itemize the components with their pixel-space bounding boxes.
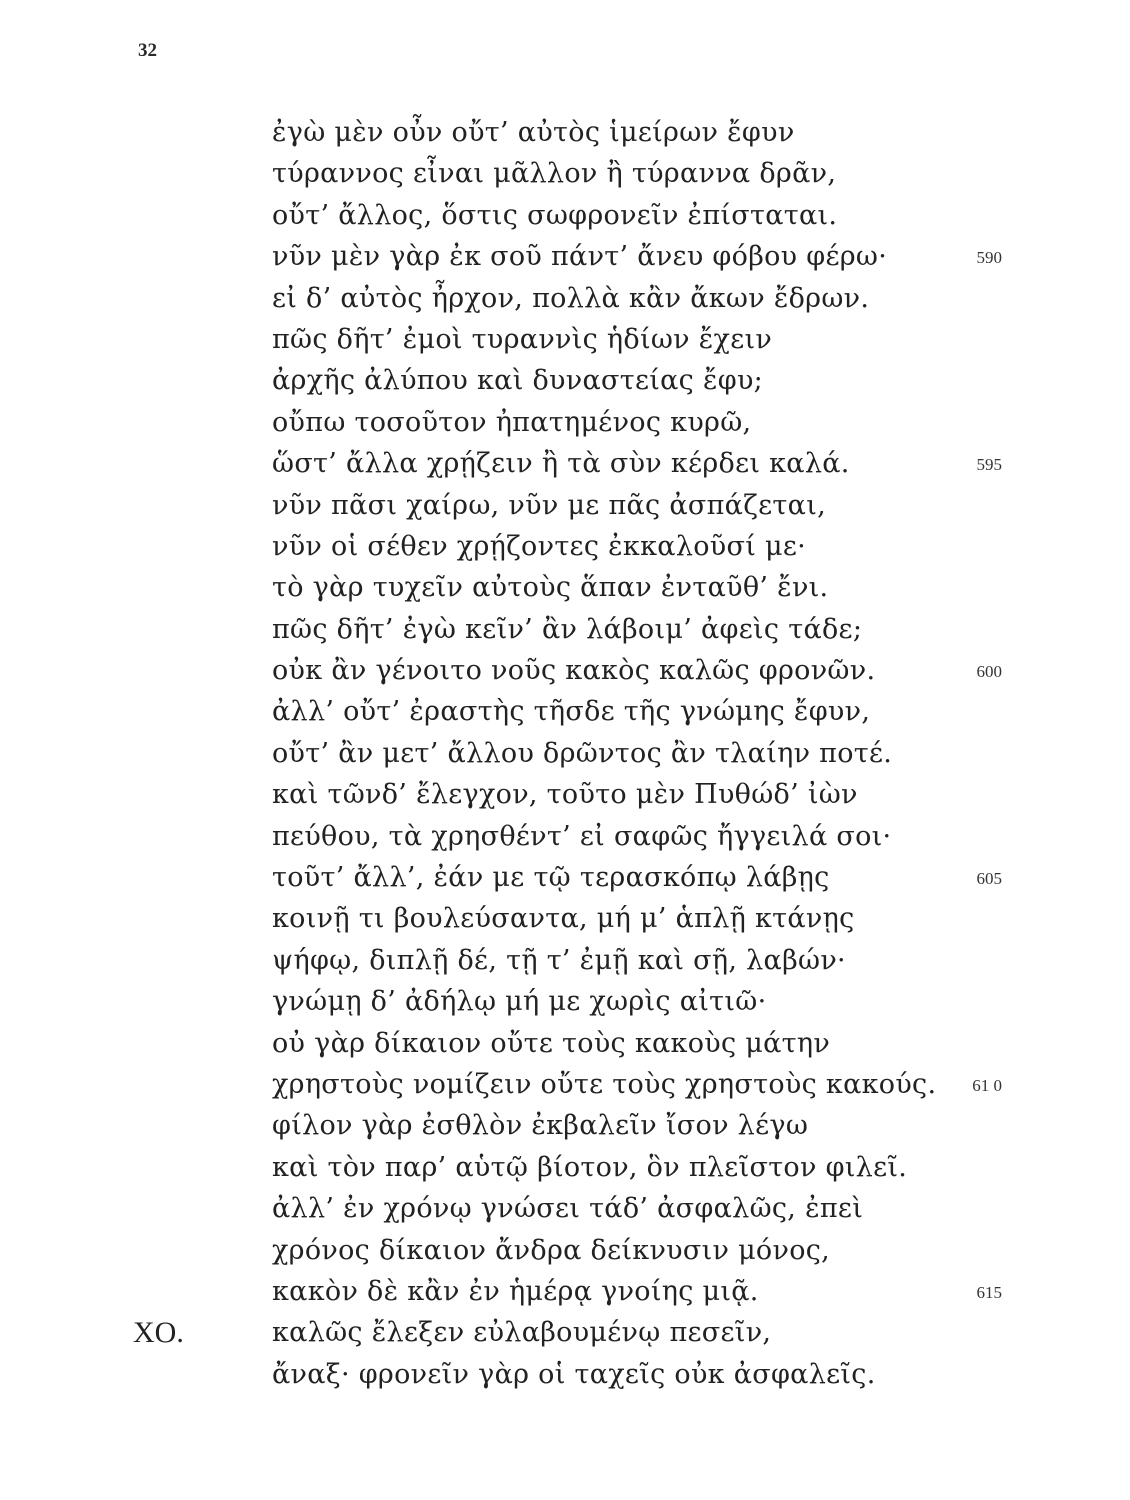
verse-text: καλῶς ἔλεξεν εὐλαβουμένῳ πεσεῖν, (272, 1317, 772, 1349)
verse-line (0, 236, 1130, 277)
verse-text: νῦν μὲν γὰρ ἐκ σοῦ πάντ’ ἄνευ φόβου φέρω· (272, 241, 888, 273)
verse-text: χρηστοὺς νομίζειν οὔτε τοὺς χρηστοὺς κακούς. (272, 1068, 937, 1100)
verse-line (0, 898, 1130, 939)
verse-text: πῶς δῆτ’ ἐμοὶ τυραννὶς ἡδίων ἔχειν (272, 323, 773, 355)
verse-text: ἀλλ’ οὔτ’ ἐραστὴς τῆσδε τῆς γνώμης ἔφυν, (272, 696, 871, 728)
verse-line (0, 1312, 1130, 1353)
verse-text: τύραννος εἶναι μᾶλλον ἢ τύραννα δρᾶν, (272, 158, 837, 190)
verse-text: ψήφῳ, διπλῇ δέ, τῇ τ’ ἐμῇ καὶ σῇ, λαβών· (272, 944, 846, 976)
verse-line (0, 609, 1130, 650)
verse-line (0, 1271, 1130, 1312)
verse-text: νῦν οἱ σέθεν χρῄζοντες ἐκκαλοῦσί με· (272, 530, 807, 562)
verse-line (0, 1147, 1130, 1188)
verse-line (0, 112, 1130, 153)
verse-text: ἀρχῆς ἀλύπου καὶ δυναστείας ἔφυ; (272, 365, 764, 397)
verse-text: καὶ τῶνδ’ ἔλεγχον, τοῦτο μὲν Πυθώδ’ ἰὼν (272, 779, 858, 811)
verse-text: τὸ γὰρ τυχεῖν αὐτοὺς ἅπαν ἐνταῦθ’ ἔνι. (272, 572, 829, 604)
verse-text: ἄναξ· φρονεῖν γὰρ οἱ ταχεῖς οὐκ ἀσφαλεῖς. (272, 1358, 876, 1390)
verse-line (0, 195, 1130, 236)
verse-line (0, 485, 1130, 526)
speaker-label: ΧΟ. (133, 1316, 184, 1350)
verse-text: ἐγὼ μὲν οὖν οὔτ’ αὐτὸς ἱμείρων ἔφυν (272, 117, 795, 148)
verse-text: οὐ γὰρ δίκαιον οὔτε τοὺς κακοὺς μάτην (272, 1027, 831, 1059)
verse-line (0, 691, 1130, 732)
verse-text: τοῦτ’ ἄλλ’, ἐάν με τῷ τερασκόπῳ λάβῃς (272, 862, 830, 894)
verse-text: κοινῇ τι βουλεύσαντα, μή μ’ ἁπλῇ κτάνῃς (272, 903, 855, 935)
verse-line (0, 402, 1130, 443)
verse-text: οὔπω τοσοῦτον ἠπατημένος κυρῶ, (272, 406, 752, 438)
verse-text: οὐκ ἂν γένοιτο νοῦς κακὸς καλῶς φρονῶν. (272, 655, 876, 687)
verse-line (0, 1188, 1130, 1229)
verse-line (0, 278, 1130, 319)
verse-text: καὶ τὸν παρ’ αὑτῷ βίοτον, ὃν πλεῖστον φιλεῖ. (272, 1151, 908, 1183)
verse-line (0, 816, 1130, 857)
verse-line (0, 857, 1130, 898)
verse-line (0, 526, 1130, 567)
verse-text: κακὸν δὲ κἂν ἐν ἡμέρᾳ γνοίης μιᾷ. (272, 1275, 759, 1307)
line-number: 615 (976, 1282, 1002, 1302)
verse-line (0, 1354, 1130, 1395)
verse-text: πεύθου, τὰ χρησθέντ’ εἰ σαφῶς ἤγγειλά σοι· (272, 820, 892, 852)
verse-line (0, 443, 1130, 484)
verse-line (0, 981, 1130, 1022)
verse-text: οὔτ’ ἂν μετ’ ἄλλου δρῶντος ἂν τλαίην ποτέ. (272, 737, 893, 769)
line-number: 600 (976, 662, 1002, 682)
line-number: 595 (976, 455, 1002, 475)
verse-line (0, 1230, 1130, 1271)
line-number: 61 0 (972, 1075, 1002, 1095)
verse-line (0, 567, 1130, 608)
verse-line (0, 1064, 1130, 1105)
verse-text: χρόνος δίκαιον ἄνδρα δείκνυσιν μόνος, (272, 1234, 831, 1266)
verse-text: νῦν πᾶσι χαίρω, νῦν με πᾶς ἀσπάζεται, (272, 489, 826, 521)
verse-line (0, 153, 1130, 194)
verse-text: φίλον γὰρ ἐσθλὸν ἐκβαλεῖν ἴσον λέγω (272, 1110, 809, 1142)
verse-text: γνώμῃ δ’ ἀδήλῳ μή με χωρὶς αἰτιῶ· (272, 986, 767, 1018)
verse-text: οὔτ’ ἄλλος, ὅστις σωφρονεῖν ἐπίσταται. (272, 199, 838, 231)
verse-text: ὥστ’ ἄλλα χρῄζειν ἢ τὰ σὺν κέρδει καλά. (272, 448, 850, 480)
verse-line (0, 774, 1130, 815)
verse-line (0, 733, 1130, 774)
verse-line (0, 1105, 1130, 1146)
verse-text: ἀλλ’ ἐν χρόνῳ γνώσει τάδ’ ἀσφαλῶς, ἐπεὶ (272, 1193, 864, 1225)
verse-line (0, 650, 1130, 691)
verse-line (0, 940, 1130, 981)
line-number: 605 (976, 869, 1002, 889)
verse-line (0, 319, 1130, 360)
line-number: 590 (976, 248, 1002, 268)
verse-line (0, 1023, 1130, 1064)
verse-block (0, 112, 1130, 1395)
page-number: 32 (138, 40, 157, 61)
verse-text: εἰ δ’ αὐτὸς ἦρχον, πολλὰ κἂν ἄκων ἔδρων. (272, 282, 870, 314)
verse-text: πῶς δῆτ’ ἐγὼ κεῖν’ ἂν λάβοιμ’ ἀφεὶς τάδε; (272, 613, 863, 645)
verse-line (0, 360, 1130, 401)
